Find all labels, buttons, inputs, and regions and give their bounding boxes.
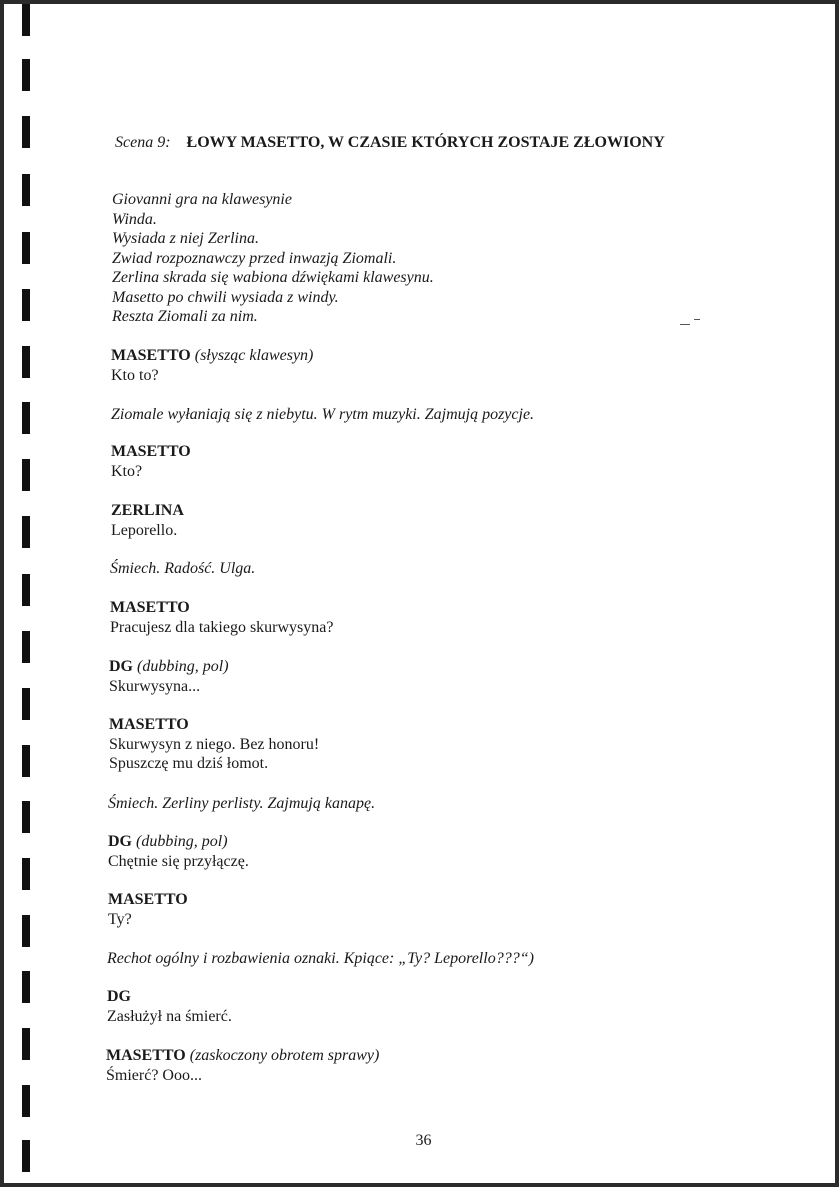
dialogue-line: Kto?	[111, 462, 143, 480]
speaker-name: DG	[109, 658, 133, 675]
speaker-name: MASETTO	[110, 599, 190, 616]
stage-direction	[110, 559, 255, 579]
binding-hole	[22, 1028, 30, 1060]
speaker-parenthetical: (słysząc klawesyn)	[194, 347, 314, 364]
binding-hole	[22, 59, 30, 91]
dialogue-block	[111, 442, 191, 481]
binding-hole	[22, 915, 30, 947]
stage-direction-line: Zerlina skrada się wabiona dźwiękami klawesynu.	[112, 269, 434, 286]
binding-hole	[22, 688, 30, 720]
dialogue-line: Leporello.	[111, 521, 178, 539]
binding-hole	[22, 346, 30, 378]
stage-direction-line: Winda.	[112, 210, 157, 228]
stage-direction-line: Zwiad rozpoznawczy przed inwazją Ziomali.	[112, 249, 397, 267]
speaker-parenthetical: (dubbing, pol)	[136, 833, 228, 850]
dialogue-block	[111, 346, 313, 385]
dialogue-block	[107, 987, 232, 1026]
scan-smudge	[680, 324, 690, 325]
stage-direction-line: Reszta Ziomali za nim.	[112, 308, 258, 325]
binding-hole	[22, 858, 30, 890]
binding-hole	[22, 116, 30, 148]
binding-hole	[22, 516, 30, 548]
speaker-name: DG	[107, 988, 131, 1005]
dialogue-line: Skurwysyna...	[109, 677, 201, 695]
speaker-parenthetical: (dubbing, pol)	[137, 658, 229, 675]
dialogue-block	[109, 657, 229, 696]
binding-hole	[22, 801, 30, 833]
binding-hole	[22, 745, 30, 777]
stage-direction-line: Giovanni gra na klawesynie	[112, 191, 292, 208]
scene-title	[115, 133, 665, 153]
dialogue-line: Ty?	[108, 910, 132, 928]
stage-direction	[107, 949, 534, 969]
speaker-parenthetical: (zaskoczony obrotem sprawy)	[189, 1047, 380, 1064]
speaker-name: MASETTO	[111, 443, 191, 460]
dialogue-line: Chętnie się przyłączę.	[108, 852, 249, 870]
binding-hole	[22, 574, 30, 606]
stage-direction-line: Rechot ogólny i rozbawienia oznaki. Kpiące: „Ty? Leporello???“)	[107, 950, 534, 967]
speaker-name: DG	[108, 833, 132, 850]
binding-holes	[22, 4, 30, 1187]
speaker-name: MASETTO	[108, 891, 188, 908]
dialogue-line: Kto to?	[111, 366, 159, 384]
binding-hole	[22, 4, 30, 36]
binding-hole	[22, 232, 30, 264]
dialogue-block	[108, 832, 249, 871]
dialogue-block	[108, 890, 188, 929]
speaker-name: MASETTO	[111, 347, 191, 364]
scene-heading: ŁOWY MASETTO, W CZASIE KTÓRYCH ZOSTAJE ZŁOWIONY	[186, 134, 665, 151]
page-number: 36	[415, 1132, 432, 1149]
scan-smudge	[694, 319, 700, 320]
dialogue-line: Spuszczę mu dziś łomot.	[109, 755, 269, 772]
binding-hole	[22, 631, 30, 663]
binding-hole	[22, 971, 30, 1003]
dialogue-block	[106, 1046, 379, 1085]
stage-direction-line: Ziomale wyłaniają się z niebytu. W rytm muzyki. Zajmują pozycje.	[111, 406, 535, 423]
stage-direction	[111, 405, 534, 425]
stage-direction-line: Śmiech. Radość. Ulga.	[110, 560, 256, 577]
dialogue-block	[111, 501, 184, 540]
dialogue-line: Pracujesz dla takiego skurwysyna?	[110, 618, 334, 636]
dialogue-line: Skurwysyn z niego. Bez honoru!	[109, 735, 320, 753]
binding-hole	[22, 1085, 30, 1117]
binding-hole	[22, 402, 30, 434]
dialogue-block	[110, 598, 333, 637]
binding-hole	[22, 174, 30, 206]
dialogue-line: Zasłużył na śmierć.	[107, 1007, 232, 1025]
dialogue-block	[109, 715, 319, 774]
speaker-name: MASETTO	[109, 716, 189, 733]
speaker-name: ZERLINA	[111, 502, 184, 519]
stage-direction	[108, 794, 375, 814]
binding-hole	[22, 289, 30, 321]
opening-stage-directions	[112, 190, 434, 327]
dialogue-line: Śmierć? Ooo...	[106, 1066, 202, 1084]
stage-direction-line: Masetto po chwili wysiada z windy.	[112, 288, 339, 306]
speaker-name: MASETTO	[106, 1047, 186, 1064]
stage-direction-line: Wysiada z niej Zerlina.	[112, 230, 259, 247]
scene-label: Scena 9:	[115, 134, 171, 151]
binding-hole	[22, 459, 30, 491]
stage-direction-line: Śmiech. Zerliny perlisty. Zajmują kanapę.	[108, 795, 376, 812]
